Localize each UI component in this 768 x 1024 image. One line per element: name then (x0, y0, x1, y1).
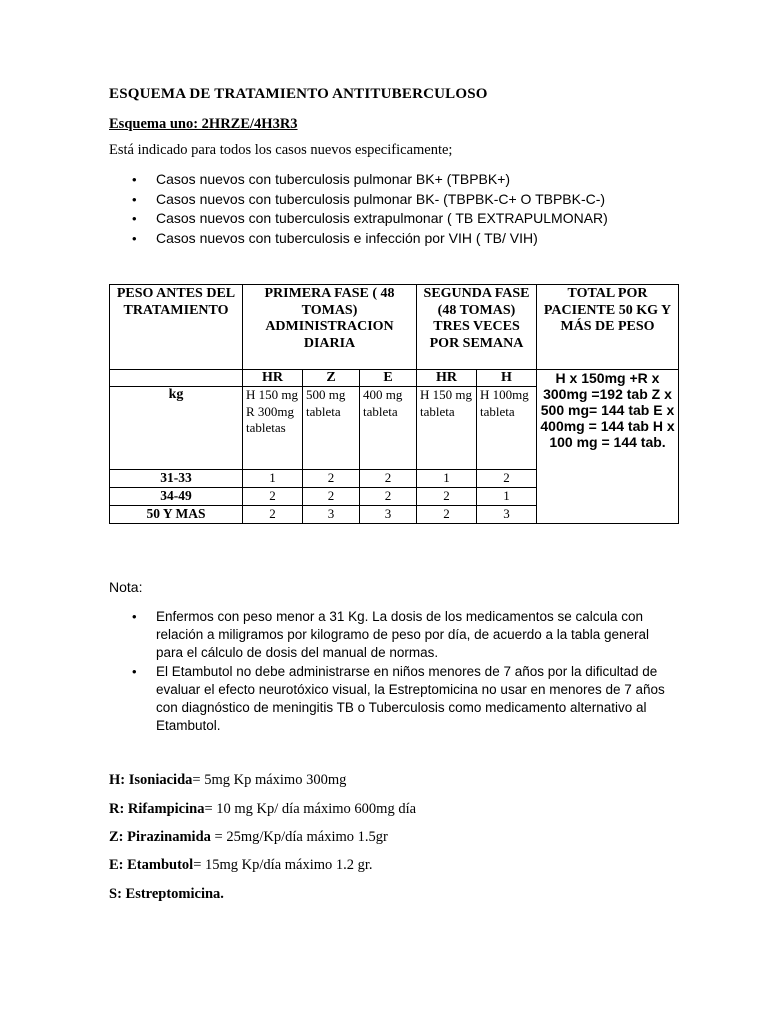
drug-etambutol (109, 857, 373, 874)
unit-cell: H 100mg tableta (477, 387, 537, 470)
dose-cell: 3 (360, 506, 417, 524)
drug-name: S: Estreptomicina. (109, 886, 224, 902)
unit-cell: H 150 mg tableta (417, 387, 477, 470)
list-item: • Enfermos con peso menor a 31 Kg. La dosis de los medicamentos se calcula con relación a miligramos por kilogramo de peso por día, de acuerdo a la tabla general para el cálculo de dosis del manual de normas. (130, 608, 665, 663)
list-item: • El Etambutol no debe administrarse en niños menores de 7 años por la dificultad de evaluar el efecto neurotóxico visual, la Estreptomicina no usar en menores de 7 años con diagnóstico de meningitis TB o Tuberculosis como medicamento alternativo al Etambutol. (130, 663, 665, 736)
dose-cell: 1 (417, 470, 477, 488)
list-item: • Casos nuevos con tuberculosis pulmonar BK- (TBPBK-C+ O TBPBK-C-) (130, 190, 608, 210)
drug-desc: = 10 mg Kp/ día máximo 600mg día (204, 801, 417, 817)
weight-cell: 34-49 (110, 488, 243, 506)
subheader-h: H (477, 370, 537, 387)
dose-cell: 2 (303, 488, 360, 506)
intro-text: Está indicado para todos los casos nuevos especificamente; (109, 142, 453, 158)
dose-cell: 3 (477, 506, 537, 524)
header-total: TOTAL POR PACIENTE 50 KG Y MÁS DE PESO (537, 285, 679, 370)
subheader-hr2: HR (417, 370, 477, 387)
weight-cell: 31-33 (110, 470, 243, 488)
drug-name: E: Etambutol (109, 857, 194, 873)
document-title: ESQUEMA DE TRATAMIENTO ANTITUBERCULOSO (109, 86, 488, 102)
header-phase1: PRIMERA FASE ( 48 TOMAS) ADMINISTRACION DIARIA (243, 285, 417, 370)
dose-cell: 2 (243, 506, 303, 524)
drug-isoniacida (109, 772, 346, 789)
dose-cell: 2 (360, 470, 417, 488)
scheme-heading: Esquema uno: 2HRZE/4H3R3 (109, 116, 298, 132)
notes-list (130, 608, 665, 735)
unit-cell: H 150 mg R 300mg tabletas (243, 387, 303, 470)
drug-name: Z: Pirazinamida (109, 829, 211, 845)
subheader-hr: HR (243, 370, 303, 387)
dosage-table (109, 284, 679, 524)
unit-cell: 400 mg tableta (360, 387, 417, 470)
dose-cell: 2 (417, 506, 477, 524)
nota-label: Nota: (109, 579, 143, 595)
cases-list (130, 170, 608, 248)
dose-cell: 3 (303, 506, 360, 524)
dose-cell: 1 (243, 470, 303, 488)
dose-cell: 2 (477, 470, 537, 488)
dose-cell: 2 (243, 488, 303, 506)
subheader-e: E (360, 370, 417, 387)
drug-name: H: Isoniacida (109, 772, 193, 788)
weight-cell: 50 Y MAS (110, 506, 243, 524)
dose-cell: 2 (417, 488, 477, 506)
dose-cell: 2 (303, 470, 360, 488)
unit-cell: 500 mg tableta (303, 387, 360, 470)
header-phase2: SEGUNDA FASE (48 TOMAS) TRES VECES POR SEMANA (417, 285, 537, 370)
list-item: • Casos nuevos con tuberculosis e infección por VIH ( TB/ VIH) (130, 229, 608, 249)
dose-cell: 2 (360, 488, 417, 506)
drug-desc: = 5mg Kp máximo 300mg (192, 772, 347, 788)
dose-cell: 1 (477, 488, 537, 506)
drug-desc: = 25mg/Kp/día máximo 1.5gr (210, 829, 388, 845)
subheader-z: Z (303, 370, 360, 387)
header-weight: PESO ANTES DEL TRATAMIENTO (110, 285, 243, 370)
list-item: • Casos nuevos con tuberculosis extrapulmonar ( TB EXTRAPULMONAR) (130, 209, 608, 229)
drug-pirazinamida (109, 829, 388, 846)
total-cell: H x 150mg +R x 300mg =192 tab Z x 500 mg= 144 tab E x 400mg = 144 tab H x 100 mg = 144 tab. (537, 370, 679, 524)
drug-desc: = 15mg Kp/día máximo 1.2 gr. (193, 857, 373, 873)
unit-label: kg (110, 387, 243, 470)
list-item: • Casos nuevos con tuberculosis pulmonar BK+ (TBPBK+) (130, 170, 608, 190)
drug-estreptomicina (109, 886, 224, 903)
drug-rifampicina (109, 801, 416, 818)
drug-name: R: Rifampicina (109, 801, 205, 817)
